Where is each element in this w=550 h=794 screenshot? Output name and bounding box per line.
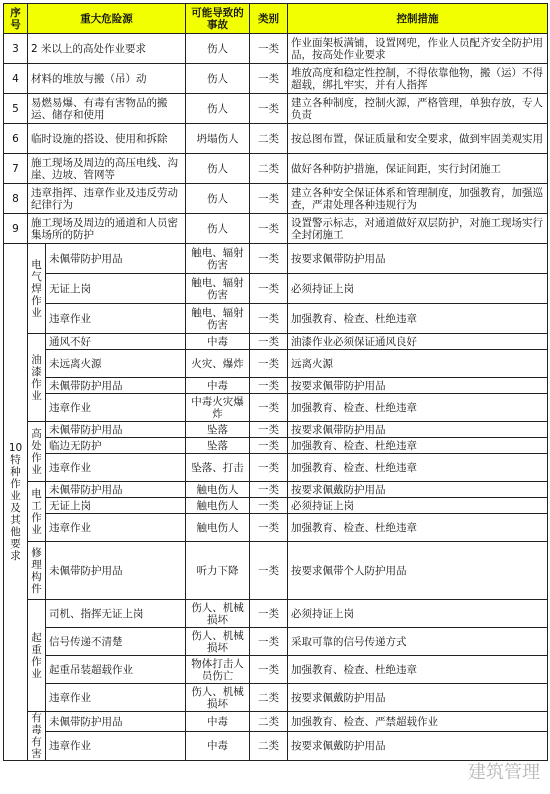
row-accident: 坠落 <box>186 422 250 438</box>
row-category: 一类 <box>250 514 288 542</box>
row-hazard: 违章作业 <box>46 304 186 334</box>
row-no: 9 <box>4 214 28 244</box>
row-category: 一类 <box>250 656 288 684</box>
row-hazard: 未佩带防护用品 <box>46 422 186 438</box>
row-hazard: 未佩带防护用品 <box>46 244 186 274</box>
row-hazard: 起重吊装超载作业 <box>46 656 186 684</box>
row-category: 一类 <box>250 422 288 438</box>
row-no: 5 <box>4 94 28 124</box>
header-no: 序号 <box>4 4 28 34</box>
row-hazard: 施工现场及周边的高压电线、沟崖、边坡、管网等 <box>28 154 186 184</box>
row-measure: 建立各种制度，控制火源，严格管理，单独存放，专人负责 <box>288 94 548 124</box>
header-row <box>4 4 548 34</box>
row-accident: 伤人、机械损坏 <box>186 684 250 712</box>
row-category: 二类 <box>250 732 288 761</box>
row-category: 一类 <box>250 628 288 656</box>
row-hazard: 未佩带防护用品 <box>46 482 186 498</box>
table-row <box>4 656 548 684</box>
row-hazard: 违章作业 <box>46 684 186 712</box>
subgroup-name: 油漆作业 <box>28 334 46 422</box>
row-category: 一类 <box>250 34 288 64</box>
table-row <box>4 214 548 244</box>
table-row <box>4 438 548 454</box>
row-measure: 按要求佩带防护用品 <box>288 378 548 394</box>
row-no: 8 <box>4 184 28 214</box>
table-row <box>4 514 548 542</box>
row-hazard: 司机、指挥无证上岗 <box>46 600 186 628</box>
header-category: 类别 <box>250 4 288 34</box>
row-category: 一类 <box>250 482 288 498</box>
row-accident: 坠落 <box>186 438 250 454</box>
row-accident: 伤人 <box>186 214 250 244</box>
row-measure: 按要求佩戴防护用品 <box>288 732 548 761</box>
row-no: 3 <box>4 34 28 64</box>
row-accident: 触电伤人 <box>186 514 250 542</box>
row-category: 一类 <box>250 600 288 628</box>
row-category: 一类 <box>250 304 288 334</box>
row-hazard: 无证上岗 <box>46 498 186 514</box>
row-no: 6 <box>4 124 28 154</box>
row-accident: 伤人、机械损坏 <box>186 628 250 656</box>
table-row <box>4 350 548 378</box>
table-row <box>4 712 548 732</box>
row-hazard: 施工现场及周边的通道和人员密集场所的防护 <box>28 214 186 244</box>
row-measure: 按要求佩戴防护用品 <box>288 482 548 498</box>
row-accident: 中毒 <box>186 732 250 761</box>
table-row <box>4 732 548 761</box>
row-accident: 伤人 <box>186 154 250 184</box>
row-measure: 加强教育、检查、杜绝违章 <box>288 656 548 684</box>
row-category: 一类 <box>250 184 288 214</box>
row-accident: 伤人 <box>186 94 250 124</box>
watermark: 建筑管理 <box>468 762 540 783</box>
row-accident: 中毒火灾爆炸 <box>186 394 250 422</box>
row-accident: 伤人 <box>186 64 250 94</box>
header-hazard: 重大危险源 <box>28 4 186 34</box>
row-category: 一类 <box>250 334 288 350</box>
row-accident: 触电伤人 <box>186 498 250 514</box>
row-hazard: 临边无防护 <box>46 438 186 454</box>
row-accident: 触电、辐射伤害 <box>186 244 250 274</box>
row-accident: 中毒 <box>186 712 250 732</box>
row-accident: 触电伤人 <box>186 482 250 498</box>
header-measures: 控制措施 <box>288 4 548 34</box>
row-category: 一类 <box>250 214 288 244</box>
row-category: 一类 <box>250 274 288 304</box>
row-hazard: 材料的堆放与搬（吊）动 <box>28 64 186 94</box>
subgroup-name: 有毒有害 <box>28 712 46 761</box>
row-category: 一类 <box>250 94 288 124</box>
table-row <box>4 422 548 438</box>
row-category: 一类 <box>250 498 288 514</box>
row-hazard: 未佩带防护用品 <box>46 542 186 600</box>
row-measure: 油漆作业必须保证通风良好 <box>288 334 548 350</box>
row-measure: 必须持证上岗 <box>288 498 548 514</box>
row-accident: 伤人 <box>186 34 250 64</box>
row-measure: 加强教育、检查、严禁超载作业 <box>288 712 548 732</box>
row-category: 一类 <box>250 350 288 378</box>
row-accident: 坠落、打击 <box>186 454 250 482</box>
row-category: 一类 <box>250 378 288 394</box>
table-row <box>4 124 548 154</box>
table-row <box>4 394 548 422</box>
row-category: 一类 <box>250 542 288 600</box>
row-category: 二类 <box>250 684 288 712</box>
row-measure: 按总图布置，保证质量和安全要求，做到牢固美观实用 <box>288 124 548 154</box>
group-10-no: 10 特种作业及其他要求 <box>4 244 28 761</box>
row-measure: 加强教育、检查、杜绝违章 <box>288 304 548 334</box>
row-accident: 火灾、爆炸 <box>186 350 250 378</box>
row-hazard: 2 米以上的高处作业要求 <box>28 34 186 64</box>
table-row <box>4 274 548 304</box>
row-hazard: 违章指挥、违章作业及违反劳动纪律行为 <box>28 184 186 214</box>
row-category: 一类 <box>250 394 288 422</box>
row-hazard: 未佩带防护用品 <box>46 378 186 394</box>
row-measure: 必须持证上岗 <box>288 274 548 304</box>
subgroup-name: 修理构件 <box>28 542 46 600</box>
table-row <box>4 628 548 656</box>
subgroup-name: 起重作业 <box>28 600 46 712</box>
table-row <box>4 304 548 334</box>
row-measure: 作业面架板满铺，设置网兜，作业人员配齐安全防护用品，按高处作业要求 <box>288 34 548 64</box>
table-row <box>4 482 548 498</box>
row-measure: 加强教育、检查、杜绝违章 <box>288 394 548 422</box>
table-row <box>4 244 548 274</box>
row-category: 二类 <box>250 124 288 154</box>
row-category: 二类 <box>250 712 288 732</box>
subgroup-name: 电工作业 <box>28 482 46 542</box>
row-accident: 伤人 <box>186 184 250 214</box>
table-row <box>4 34 548 64</box>
row-accident: 听力下降 <box>186 542 250 600</box>
row-category: 一类 <box>250 438 288 454</box>
table-row <box>4 542 548 600</box>
row-category: 二类 <box>250 154 288 184</box>
table-row <box>4 184 548 214</box>
table-row <box>4 154 548 184</box>
row-hazard: 易燃易爆、有毒有害物品的搬运、储存和使用 <box>28 94 186 124</box>
row-accident: 物体打击人员伤亡 <box>186 656 250 684</box>
row-no: 4 <box>4 64 28 94</box>
row-accident: 中毒 <box>186 378 250 394</box>
table-row <box>4 600 548 628</box>
table-row <box>4 498 548 514</box>
table-row <box>4 454 548 482</box>
row-measure: 按要求佩带个人防护用品 <box>288 542 548 600</box>
row-hazard: 临时设施的搭设、使用和拆除 <box>28 124 186 154</box>
row-accident: 坍塌伤人 <box>186 124 250 154</box>
row-accident: 中毒 <box>186 334 250 350</box>
table-row <box>4 64 548 94</box>
row-measure: 按要求佩带防护用品 <box>288 244 548 274</box>
row-measure: 建立各种安全保证体系和管理制度，加强教育，加强巡查，严肃处理各种违规行为 <box>288 184 548 214</box>
row-measure: 设置警示标志，对通道做好双层防护，对施工现场实行全封闭施工 <box>288 214 548 244</box>
row-accident: 伤人、机械损坏 <box>186 600 250 628</box>
row-hazard: 信号传递不清楚 <box>46 628 186 656</box>
subgroup-name: 电气焊作业 <box>28 244 46 334</box>
row-hazard: 未佩带防护用品 <box>46 712 186 732</box>
row-hazard: 未远离火源 <box>46 350 186 378</box>
row-measure: 堆放高度和稳定性控制，不得依靠他物，搬（运）不得超载，绑扎牢实，并有人指挥 <box>288 64 548 94</box>
row-accident: 触电、辐射伤害 <box>186 304 250 334</box>
row-no: 7 <box>4 154 28 184</box>
table-row <box>4 684 548 712</box>
table-row <box>4 334 548 350</box>
row-measure: 采取可靠的信号传递方式 <box>288 628 548 656</box>
row-measure: 按要求佩带防护用品 <box>288 422 548 438</box>
header-accident: 可能导致的事故 <box>186 4 250 34</box>
row-hazard: 违章作业 <box>46 454 186 482</box>
row-measure: 加强教育、检查、杜绝违章 <box>288 514 548 542</box>
row-category: 一类 <box>250 454 288 482</box>
row-hazard: 违章作业 <box>46 732 186 761</box>
row-hazard: 通风不好 <box>46 334 186 350</box>
row-hazard: 无证上岗 <box>46 274 186 304</box>
row-measure: 必须持证上岗 <box>288 600 548 628</box>
subgroup-name: 高处作业 <box>28 422 46 482</box>
row-category: 一类 <box>250 244 288 274</box>
row-measure: 远离火源 <box>288 350 548 378</box>
row-category: 一类 <box>250 64 288 94</box>
row-hazard: 违章作业 <box>46 514 186 542</box>
hazard-table <box>3 3 548 761</box>
table-row <box>4 94 548 124</box>
table-row <box>4 378 548 394</box>
row-accident: 触电、辐射伤害 <box>186 274 250 304</box>
row-measure: 加强教育、检查、杜绝违章 <box>288 454 548 482</box>
row-hazard: 违章作业 <box>46 394 186 422</box>
row-measure: 做好各种防护措施，保证间距，实行封闭施工 <box>288 154 548 184</box>
row-measure: 按要求佩戴防护用品 <box>288 684 548 712</box>
row-measure: 加强教育、检查、杜绝违章 <box>288 438 548 454</box>
